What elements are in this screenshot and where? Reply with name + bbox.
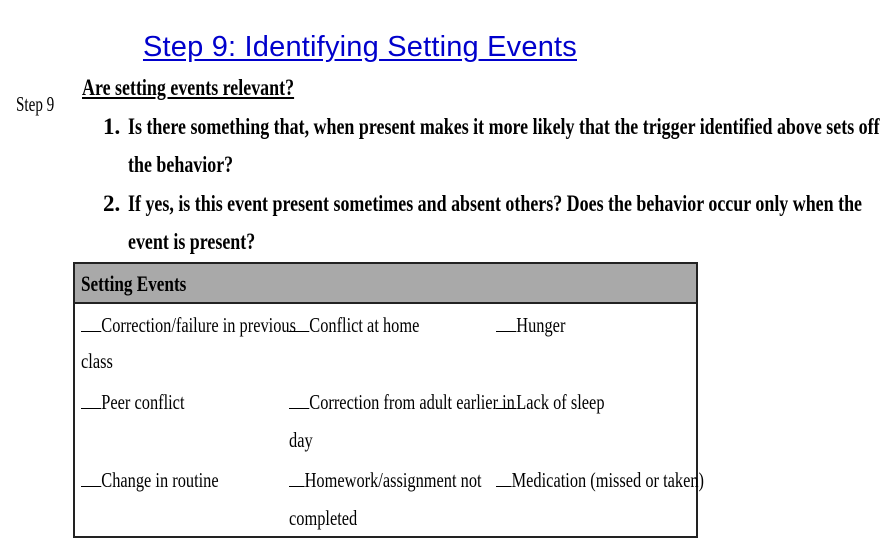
option-label: Correction/failure in previous	[101, 313, 296, 337]
option-medication	[496, 463, 704, 497]
option-label: Correction from adult earlier in	[309, 390, 515, 414]
option-homework	[289, 463, 482, 497]
option-correction-adult-cont	[289, 423, 313, 457]
option-label: class	[81, 349, 113, 373]
option-conflict-home	[289, 308, 419, 342]
option-correction-adult	[289, 385, 515, 419]
option-label: Conflict at home	[309, 313, 420, 337]
question-1-number: 1.	[103, 114, 121, 139]
slide-title: Step 9: Identifying Setting Events	[142, 31, 577, 63]
checkbox-blank[interactable]	[81, 390, 101, 409]
checkbox-blank[interactable]	[81, 313, 101, 332]
checkbox-blank[interactable]	[496, 468, 512, 487]
option-homework-cont	[289, 501, 357, 535]
table-header	[75, 264, 696, 304]
question-1-line1: Is there something that, when present makes it more likely that the trigger identified above sets off	[128, 114, 880, 139]
option-label: Change in routine	[101, 468, 219, 492]
checkbox-blank[interactable]	[289, 313, 309, 332]
option-lack-sleep	[496, 385, 605, 419]
table-header-label: Setting Events	[81, 271, 187, 296]
checkbox-blank[interactable]	[496, 313, 516, 332]
checkbox-blank[interactable]	[289, 390, 309, 409]
option-peer-conflict	[81, 385, 185, 419]
option-label: completed	[289, 506, 358, 530]
setting-events-table	[73, 262, 705, 538]
option-correction-failure-cont	[81, 344, 113, 378]
checkbox-blank[interactable]	[289, 468, 305, 487]
option-label: Peer conflict	[101, 390, 185, 414]
question-2-line1: If yes, is this event present sometimes and absent others? Does the behavior occur only when the	[128, 191, 863, 216]
checkbox-blank[interactable]	[496, 390, 516, 409]
option-change-routine	[81, 463, 219, 497]
question-2-number: 2.	[103, 191, 121, 216]
option-label: Medication (missed or taken)	[511, 468, 705, 492]
option-label: Homework/assignment not	[304, 468, 482, 492]
option-correction-failure	[81, 308, 296, 342]
option-label: day	[289, 428, 313, 452]
question-2-line2: event is present?	[128, 229, 256, 254]
step-label: Step 9	[16, 92, 55, 116]
option-label: Hunger	[516, 313, 566, 337]
option-label: Lack of sleep	[516, 390, 605, 414]
question-1-line2: the behavior?	[128, 152, 234, 177]
option-hunger	[496, 308, 565, 342]
questions-heading: Are setting events relevant?	[82, 75, 295, 100]
checkbox-blank[interactable]	[81, 468, 101, 487]
